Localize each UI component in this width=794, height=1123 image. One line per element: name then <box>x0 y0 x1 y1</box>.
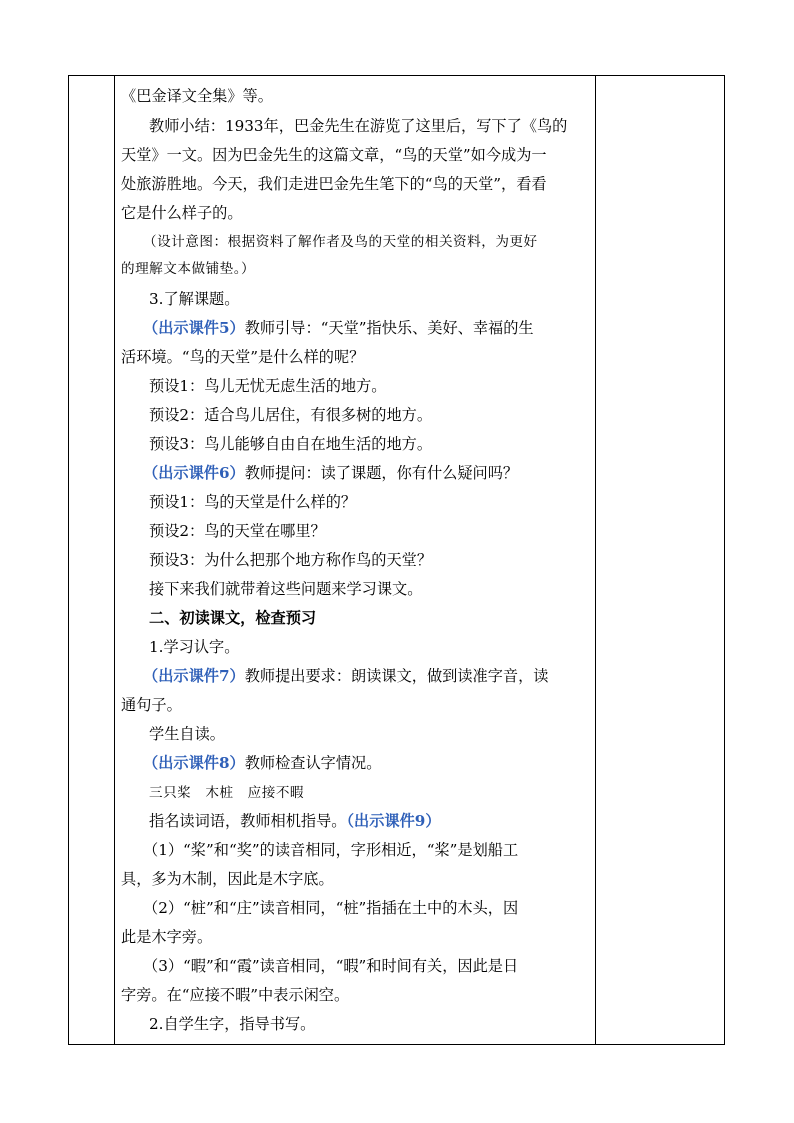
text-line: 字旁。在“应接不暇”中表示闲空。 <box>121 986 350 1004</box>
vocabulary-words: 三只桨 木桩 应接不暇 <box>149 785 305 801</box>
preset-answer: 预设2：鸟的天堂在哪里？ <box>149 522 326 540</box>
courseware-tag: （出示课件9） <box>346 812 441 830</box>
courseware-tag: （出示课件6） <box>143 464 245 482</box>
text-line: 通句子。 <box>121 696 182 714</box>
section-heading: 二、初读课文，检查预习 <box>149 609 317 627</box>
section-heading: 2.自学生字，指导书写。 <box>149 1015 316 1033</box>
section-heading: 1.学习认字。 <box>149 638 240 656</box>
left-column-divider <box>114 76 115 1044</box>
text-line: 学生自读。 <box>149 725 225 743</box>
text-line: （出示课件6）教师提问：读了课题，你有什么疑问吗？ <box>143 464 519 482</box>
text-line: （2）“桩”和“庄”读音相同，“桩”指插在土中的木头，因 <box>143 899 519 917</box>
text-line: 具，多为木制，因此是木字底。 <box>121 870 334 888</box>
courseware-tag: （出示课件8） <box>143 754 245 772</box>
text-line: （出示课件5）教师引导：“天堂”指快乐、美好、幸福的生 <box>143 319 534 337</box>
preset-answer: 预设1：鸟的天堂是什么样的？ <box>149 493 357 511</box>
courseware-tag: （出示课件5） <box>143 319 245 337</box>
text-line: 教师小结：1933年，巴金先生在游览了这里后，写下了《鸟的 <box>149 117 568 135</box>
text-line: 活环境。“鸟的天堂”是什么样的呢？ <box>121 348 365 366</box>
text-line: 指名读词语，教师相机指导。（出示课件9） <box>149 812 441 830</box>
text-line: 它是什么样子的。 <box>121 204 243 222</box>
design-intent-note: （设计意图：根据资料了解作者及鸟的天堂的相关资料，为更好 <box>143 234 538 250</box>
text-line: 接下来我们就带着这些问题来学习课文。 <box>149 580 423 598</box>
preset-answer: 预设1：鸟儿无忧无虑生活的地方。 <box>149 377 387 395</box>
text-line: （出示课件7）教师提出要求：朗读课文，做到读准字音，读 <box>143 667 549 685</box>
courseware-tag: （出示课件7） <box>143 667 245 685</box>
text-line: （出示课件8）教师检查认字情况。 <box>143 754 382 772</box>
text-line: 此是木字旁。 <box>121 928 213 946</box>
text-line: 天堂》一文。因为巴金先生的这篇文章，“鸟的天堂”如今成为一 <box>121 146 547 164</box>
text-line: （1）“桨”和“奖”的读音相同，字形相近，“桨”是划船工 <box>143 841 519 859</box>
right-column-divider <box>595 76 596 1044</box>
text-line: 《巴金译文全集》等。 <box>121 87 273 105</box>
text-line: 处旅游胜地。今天，我们走进巴金先生笔下的“鸟的天堂”，看看 <box>121 175 547 193</box>
design-intent-note: 的理解文本做铺垫。） <box>121 261 256 277</box>
preset-answer: 预设3：为什么把那个地方称作鸟的天堂？ <box>149 551 433 569</box>
preset-answer: 预设2：适合鸟儿居住，有很多树的地方。 <box>149 406 433 424</box>
section-heading: 3.了解课题。 <box>149 290 240 308</box>
preset-answer: 预设3：鸟儿能够自由自在地生活的地方。 <box>149 435 433 453</box>
text-line: （3）“暇”和“霞”读音相同，“暇”和时间有关，因此是日 <box>143 957 519 975</box>
